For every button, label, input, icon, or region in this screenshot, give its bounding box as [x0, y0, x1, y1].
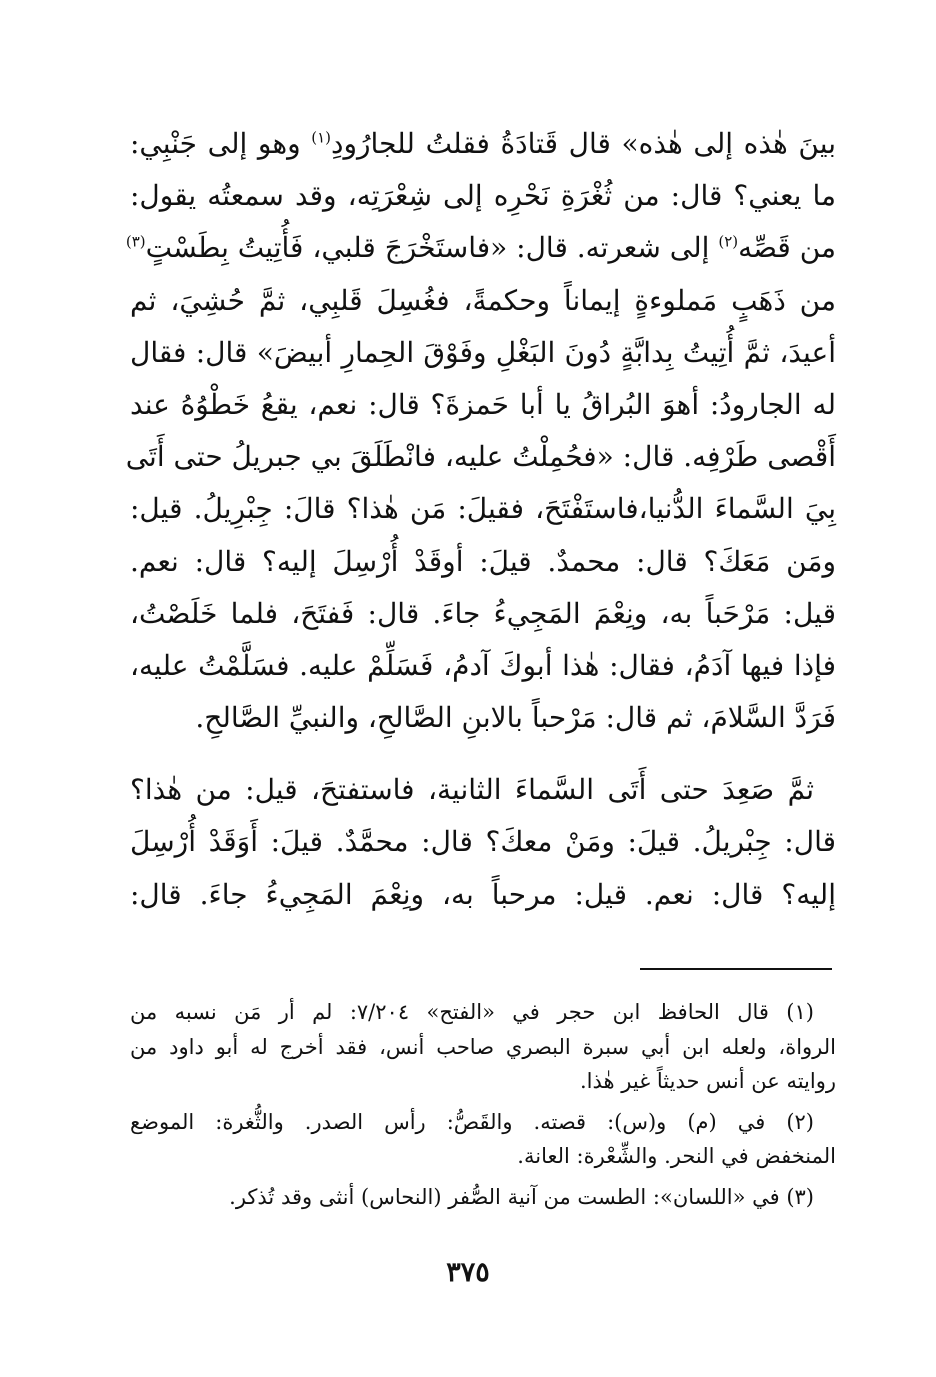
footnote-2 — [130, 1105, 836, 1174]
text-line: إليه؟ قال: نعم. قيل: مرحباً به، ونِعْمَ المَجِيءُ جاءَ. قال: — [130, 877, 836, 911]
footnote-line: روايته عن أنس حديثاً غير هٰذا. — [580, 1069, 836, 1093]
footnote-line: (٣) في «اللسان»: الطست من آنية الصُّفر (النحاس) أنثى وقد تُذكر. — [229, 1184, 814, 1209]
paragraph-gap — [130, 744, 836, 764]
text-line: فَرَدَّ السَّلامَ، ثم قال: مَرْحباً بالابنِ الصَّالحِ، والنبيِّ الصَّالحِ. — [195, 701, 836, 735]
text-line: أَقْصى طَرْفِه. قال: «فحُمِلْتُ عليه، فانْطَلَقَ بي جبريلُ حتى أَتَى — [125, 440, 836, 474]
text-line: ما يعني؟ قال: من ثُغْرَةِ نَحْرِه إلى شِعْرَتِه، وقد سمعتُه يقول: — [130, 179, 836, 213]
footnote-line: الرواة، ولعله ابن أبي سبرة البصري صاحب أنس، فقد أخرج له أبو داود من — [130, 1034, 836, 1059]
footnote-line: المنخفض في النحر. والشِّعْرة: العانة. — [517, 1144, 836, 1168]
text-line: بينَ هٰذه إلى هٰذه» قال قَتادَةُ فقلتُ للجارُودِ$^{(١)}$ وهو إلى جَنْبِي: — [130, 127, 836, 160]
paragraph-2 — [130, 764, 836, 921]
footnote-1 — [130, 995, 836, 1099]
text-line: بِيَ السَّماءَ الدُّنيا،فاستَفْتَحَ، فقيلَ: مَن هٰذا؟ قالَ: جِبْرِيلُ. قيل: — [130, 492, 836, 526]
text-line: له الجارودُ: أهوَ البُراقُ يا أبا حَمزةَ؟ قال: نعم، يقعُ خَطْوُهُ عند — [130, 387, 836, 421]
text-line: ومَن مَعَكَ؟ قال: محمدٌ. قيلَ: أوقَدْ أُرْسِلَ إليه؟ قال: نعم. — [130, 544, 836, 578]
footnote-line: (١) قال الحافظ ابن حجر في «الفتح» ٧/٢٠٤: لم أر مَن نسبه من — [130, 1000, 814, 1024]
text-line: ثمَّ صَعِدَ حتى أَتَى السَّماءَ الثانية، فاستفتحَ، قيل: من هٰذا؟ — [130, 773, 814, 807]
footnote-3 — [130, 1180, 836, 1215]
footnote-marker: (٣) — [125, 233, 146, 252]
main-text — [125, 118, 836, 921]
footnote-separator — [640, 968, 832, 970]
text-line: فإذا فيها آدَمُ، فقال: هٰذا أبوكَ آدمُ، فَسَلِّمْ عليه. فسَلَّمْتُ عليه، — [130, 648, 836, 682]
page-number: ٣٧٥ — [446, 1257, 490, 1288]
footnote-marker: (١) — [311, 128, 332, 147]
text-line: من قَصِّه$^{(٢)}$ إلى شعرته. قال: «فاستَخْرَجَ قلبي، فَأُتِيتُ بِطَسْتٍ$^{(٣)}$ — [125, 231, 836, 265]
text-line: قال: جِبْريلُ. قيلَ: ومَنْ معكَ؟ قال: محمَّدٌ. قيلَ: أَوَقَدْ أُرْسِلَ — [130, 825, 836, 859]
text-line: قيل: مَرْحَباً به، ونِعْمَ المَجِيءُ جاءَ. قال: فَفتَحَ، فلما خَلَصْتُ، — [130, 596, 836, 630]
text-line: من ذَهَبٍ مَملوءةٍ إيماناً وحكمةً، فغُسِلَ قَلبِي، ثمَّ حُشِيَ، ثم — [130, 283, 836, 317]
footnotes — [130, 995, 836, 1214]
footnote-marker: (٢) — [718, 233, 739, 252]
footnote-line: (٢) في (م) و(س): قصته. والقَصُّ: رأس الصدر. والثُّغرة: الموضع — [130, 1109, 814, 1134]
paragraph-1 — [125, 118, 836, 744]
text-line: أعيدَ، ثمَّ أُتِيتُ بِدابَّةٍ دُونَ البَغْلِ وفَوْقَ الحِمارِ أبيضَ» قال: فقال — [130, 335, 836, 369]
